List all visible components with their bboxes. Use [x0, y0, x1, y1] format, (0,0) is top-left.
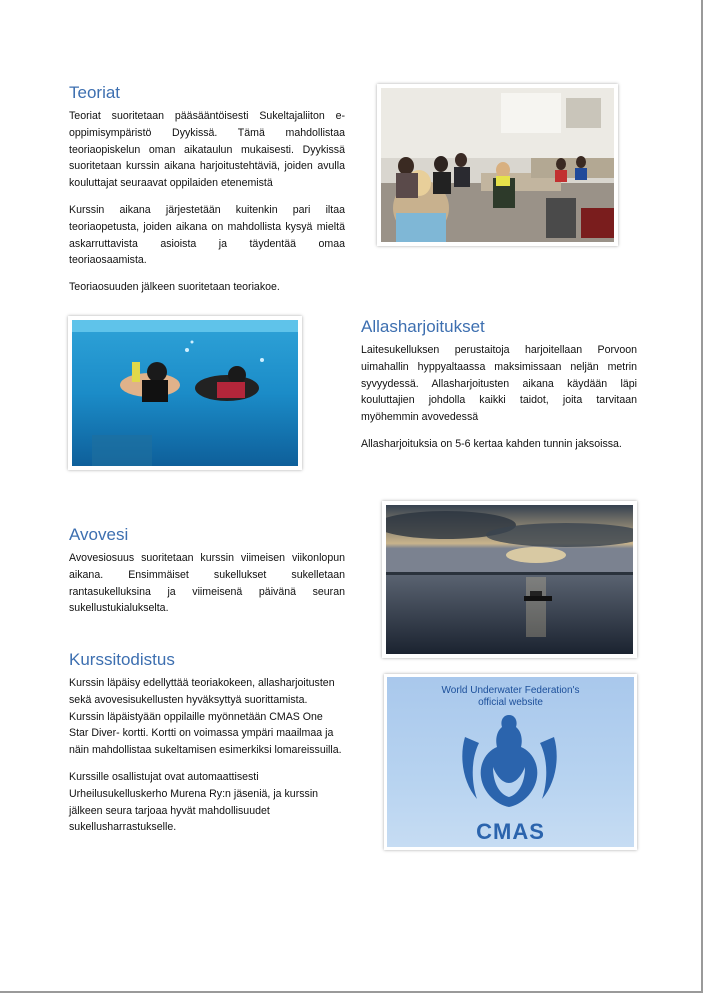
section-kurssitodistus [69, 650, 345, 846]
pool-divers-photo [68, 316, 302, 470]
section-heading: Teoriat [69, 83, 121, 102]
section-avovesi [69, 525, 345, 627]
mermaid-logo-icon [457, 707, 562, 817]
sunset-boat-photo [382, 501, 637, 658]
section-heading: Allasharjoitukset [361, 317, 485, 336]
section-teoriat [69, 83, 345, 306]
cmas-image [384, 674, 637, 850]
cmas-image-background [387, 677, 634, 847]
paragraph: Kurssin läpäisy edellyttää teoriakokeen, allasharjoitusten sekä avovesisukellusten hyväksyttyä suorittamista. Kurssin läpäistyään oppilaille myönnetään CMAS One Star Diver- kortti. Kortti on voimassa ympäri maailmaa ja näin mahdollistaa sukeltamisen esimerkiksi lomareissuilla. [69, 677, 342, 757]
section-heading: Avovesi [69, 525, 129, 544]
cmas-caption-line2: official website [478, 697, 543, 708]
paragraph: Kurssille osallistujat ovat automaattisesti Urheilusukelluskerho Murena Ry:n jäseniä, ja kurssin jälkeen seura tarjoaa hyvät mahdollisuudet sukellusharrastukselle. [69, 770, 319, 834]
section-allasharjoitukset [361, 317, 637, 463]
paragraph: Kurssin aikana järjestetään kuitenkin pari iltaa teoriaopetusta, joiden aikana on mahdollista kysyä mieltä askarruttavista asioista ja täydentää omaa teoriaosaamista. [69, 203, 345, 267]
cmas-caption-line1: World Underwater Federation's [441, 685, 580, 696]
paragraph: Avovesiosuus suoritetaan kurssin viimeisen viikonlopun aikana. Ensimmäiset sukellukset sukelletaan rantasukelluksina ja viimeisenä päivänä seuran sukellustukialukselta. [69, 552, 345, 615]
cmas-logo-text: CMAS [476, 819, 545, 844]
paragraph: Laitesukelluksen perustaitoja harjoitellaan Porvoon uimahallin hyppyaltaassa maksimissaan neljän metrin syvyydessä. Allasharjoitusten aikana käydään läpi kouluttajien johdolla kaikki taidot, joita tarvitaan myöhemmin avovedessä [361, 344, 637, 424]
section-heading: Kurssitodistus [69, 650, 175, 669]
paragraph: Teoriaosuuden jälkeen suoritetaan teoriakoe. [69, 281, 280, 294]
paragraph: Allasharjoituksia on 5-6 kertaa kahden tunnin jaksoissa. [361, 437, 622, 450]
paragraph: Teoriat suoritetaan pääsääntöisesti Sukeltajaliiton e-oppimisympäristö Dyykissä. Tämä mahdollistaa teoriaopiskelun oman aikataulun mukaisesti. Dyykissä suoritetaan kurssin aikana harjoitustehtäviä, joiden avulla kouluttajat seuraavat oppilaiden etenemistä [69, 110, 345, 190]
classroom-photo [377, 84, 618, 246]
